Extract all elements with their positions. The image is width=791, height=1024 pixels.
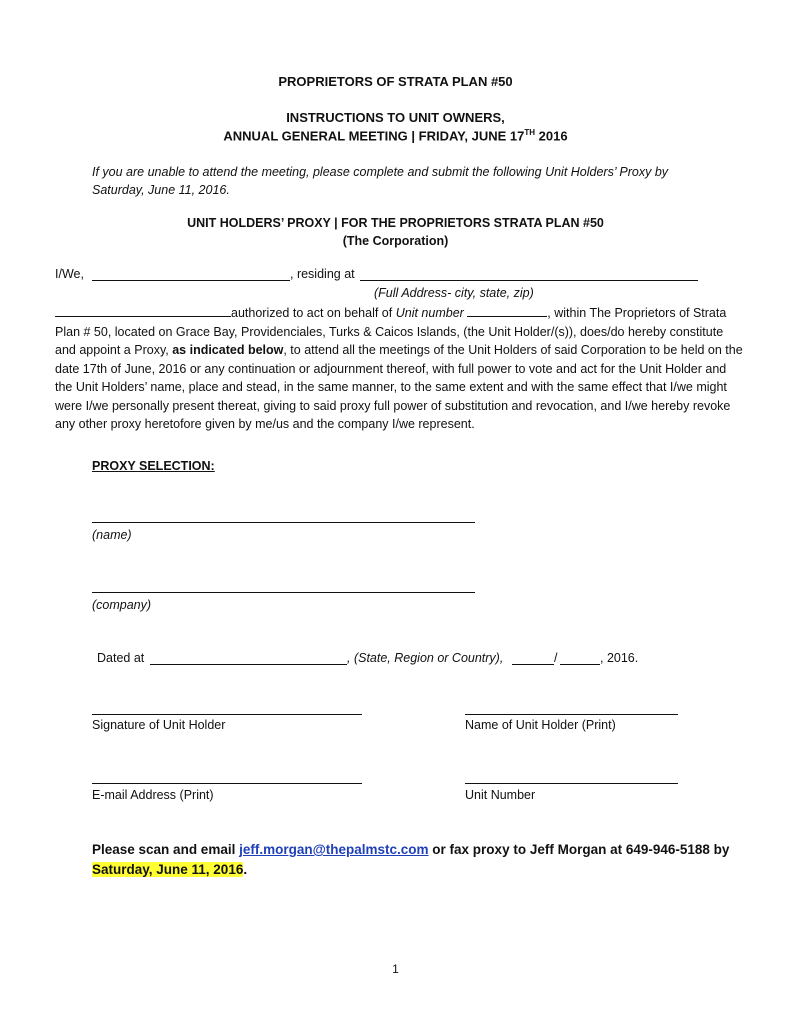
proxy-title: UNIT HOLDERS’ PROXY | FOR THE PROPRIETORS STRATA PLAN #50: [187, 216, 604, 230]
email-label: E-mail Address (Print): [92, 788, 214, 802]
meeting-line: [0, 128, 791, 143]
dated-year: , 2016.: [600, 651, 639, 665]
submit-instructions: [92, 840, 732, 880]
dated-prefix: Dated at: [97, 651, 145, 665]
email-link[interactable]: jeff.morgan@thepalmstc.com: [239, 842, 429, 857]
address-hint: (Full Address- city, state, zip): [374, 286, 534, 300]
meeting-line-sup: TH: [524, 128, 536, 137]
dated-place-blank[interactable]: [150, 664, 347, 665]
as-indicated-text: as indicated below: [172, 343, 284, 357]
submit-text-1: Please scan and email: [92, 842, 240, 857]
meeting-line-prefix: ANNUAL GENERAL MEETING | FRIDAY, JUNE 17: [223, 128, 525, 144]
residing-label: , residing at: [290, 267, 355, 281]
dated-day-blank[interactable]: [512, 664, 554, 665]
proxy-company-label: (company): [92, 598, 152, 612]
name-print-label: Name of Unit Holder (Print): [465, 718, 616, 732]
iwe-label: I/We,: [55, 267, 84, 281]
dated-state-label: , (State, Region or Country),: [347, 651, 504, 665]
proxy-selection-heading: PROXY SELECTION:: [92, 459, 215, 473]
deadline-highlight: Saturday, June 11, 2016: [92, 862, 244, 877]
org-title: PROPRIETORS OF STRATA PLAN #50: [278, 74, 513, 89]
submit-text-2: or fax proxy to Jeff Morgan at 649-946-5188 by: [428, 842, 730, 857]
unit-number-blank[interactable]: [467, 305, 547, 317]
dated-month-blank[interactable]: [560, 664, 600, 665]
proxy-name-label: (name): [92, 528, 132, 542]
proxy-company-blank[interactable]: [92, 592, 475, 593]
email-blank[interactable]: [92, 783, 362, 784]
meeting-line-suffix: 2016: [535, 128, 568, 144]
intro-text: If you are unable to attend the meeting, please complete and submit the following Unit Holders’ Proxy by Saturday, June 11, 2016.: [92, 165, 669, 197]
name-print-blank[interactable]: [465, 714, 678, 715]
instructions-title: INSTRUCTIONS TO UNIT OWNERS,: [286, 110, 505, 125]
signature-blank[interactable]: [92, 714, 362, 715]
proxy-name-blank[interactable]: [92, 522, 475, 523]
unit-number-sig-blank[interactable]: [465, 783, 678, 784]
submit-text-3: .: [243, 862, 248, 877]
address-blank[interactable]: [360, 280, 698, 281]
authorized-person-blank[interactable]: [55, 305, 231, 317]
signature-label: Signature of Unit Holder: [92, 718, 226, 732]
body-text-1: , within The Proprietors of Strata Plan # 50, located on Grace Bay, Providenciales, Turks & Caicos Islands, (the Unit Holder/(s)), does/do hereby constitute and appoint a Proxy,: [55, 306, 727, 357]
unit-number-sig-label: Unit Number: [465, 788, 536, 802]
body-text-2: , to attend all the meetings of the Unit Holders of said Corporation to be held on the date 17th of June, 2016 or any continuation or adjournment thereof, with full power to vote and act for the Unit Holder and the Unit Holders’ name, place and stead, in the same manner, to the same extent and with the same effect that I/we might were I/we personally present thereat, giving to said proxy full power of substitution and revocation, and I/we hereby revoke any other proxy heretofore given by me/us and the company I/we represent.: [55, 343, 743, 431]
authorization-paragraph: [55, 304, 745, 434]
page-number: 1: [392, 962, 399, 976]
authorized-text: authorized to act on behalf of: [231, 306, 393, 320]
name-blank[interactable]: [92, 280, 290, 281]
dated-slash: /: [554, 651, 558, 665]
proxy-subtitle: (The Corporation): [342, 234, 449, 248]
unit-number-label: Unit number: [395, 306, 464, 320]
